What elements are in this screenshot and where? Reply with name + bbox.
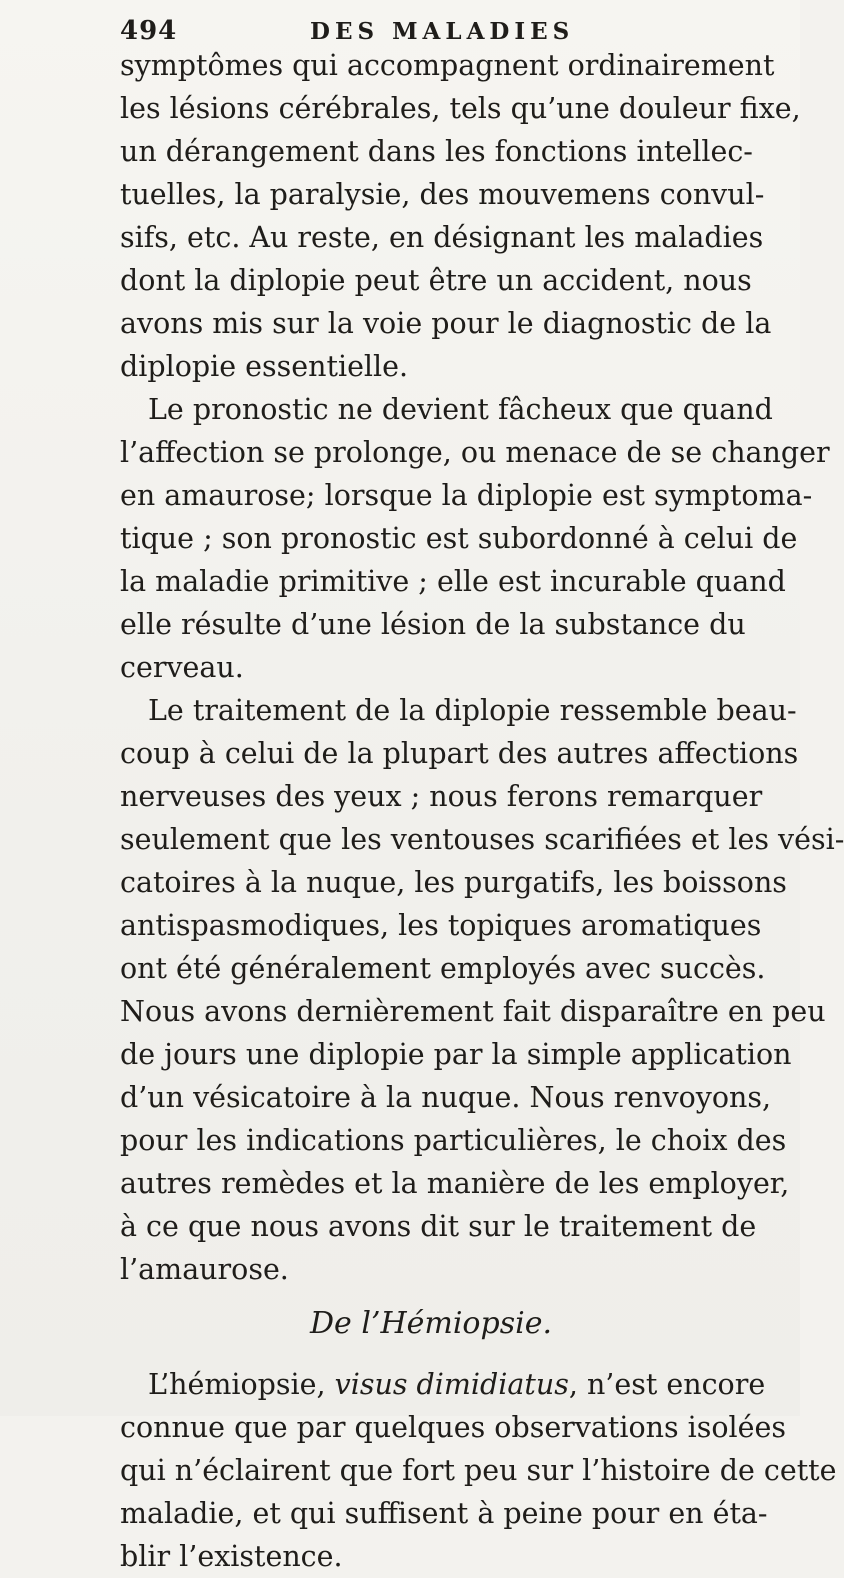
text-line: Le traitement de la diplopie ressemble beau- <box>148 694 797 727</box>
text-line: l’amaurose. <box>120 1253 289 1286</box>
text-line: autres remèdes et la manière de les employer, <box>120 1167 790 1200</box>
text-line: en amaurose; lorsque la diplopie est symptoma- <box>120 479 813 512</box>
text-line: dont la diplopie peut être un accident, nous <box>120 264 752 297</box>
section-title: De l’Hémiopsie. <box>310 1306 552 1341</box>
text-line: blir l’existence. <box>120 1540 343 1573</box>
text-line: ont été généralement employés avec succès. <box>120 952 766 985</box>
text-line <box>120 1363 766 1406</box>
text-line: tique ; son pronostic est subordonné à celui de <box>120 522 798 555</box>
text-line: la maladie primitive ; elle est incurable quand <box>120 565 786 598</box>
text-line: qui n’éclairent que fort peu sur l’histoire de cette <box>120 1454 837 1487</box>
text-line: avons mis sur la voie pour le diagnostic de la <box>120 307 772 340</box>
text-line: maladie, et qui suffisent à peine pour en éta- <box>120 1497 768 1530</box>
text-line: diplopie essentielle. <box>120 350 409 383</box>
text-line: tuelles, la paralysie, des mouvemens convul- <box>120 178 765 211</box>
text-line: de jours une diplopie par la simple application <box>120 1038 792 1071</box>
text-line: Le pronostic ne devient fâcheux que quand <box>148 393 773 426</box>
text-line: l’affection se prolonge, ou menace de se changer <box>120 436 830 469</box>
text-line: symptômes qui accompagnent ordinairement <box>120 49 775 82</box>
text-run: L’hémiopsie, <box>148 1368 335 1401</box>
text-line: cerveau. <box>120 651 244 684</box>
text-line: un dérangement dans les fonctions intellec- <box>120 135 753 168</box>
body-text <box>120 44 844 1578</box>
text-line: connue que par quelques observations isolées <box>120 1411 787 1444</box>
text-line: à ce que nous avons dit sur le traitement de <box>120 1210 757 1243</box>
running-title: DES MALADIES <box>310 18 575 45</box>
text-line: antispasmodiques, les topiques aromatiques <box>120 909 762 942</box>
text-line: seulement que les ventouses scarifiées et les vési- <box>120 823 844 856</box>
text-line: Nous avons dernièrement fait disparaître en peu <box>120 995 826 1028</box>
text-line: catoires à la nuque, les purgatifs, les boissons <box>120 866 787 899</box>
text-line: sifs, etc. Au reste, en désignant les maladies <box>120 221 764 254</box>
text-line: pour les indications particulières, le choix des <box>120 1124 787 1157</box>
text-line: coup à celui de la plupart des autres affections <box>120 737 799 770</box>
page-header <box>120 14 740 48</box>
latin-term: visus dimidiatus <box>334 1368 569 1401</box>
text-line: d’un vésicatoire à la nuque. Nous renvoyons, <box>120 1081 772 1114</box>
text-line: elle résulte d’une lésion de la substance du <box>120 608 746 641</box>
page-number: 494 <box>120 16 178 46</box>
text-line: les lésions cérébrales, tels qu’une douleur fixe, <box>120 92 801 125</box>
text-line: nerveuses des yeux ; nous ferons remarquer <box>120 780 763 813</box>
text-run: , n’est encore <box>568 1368 766 1401</box>
